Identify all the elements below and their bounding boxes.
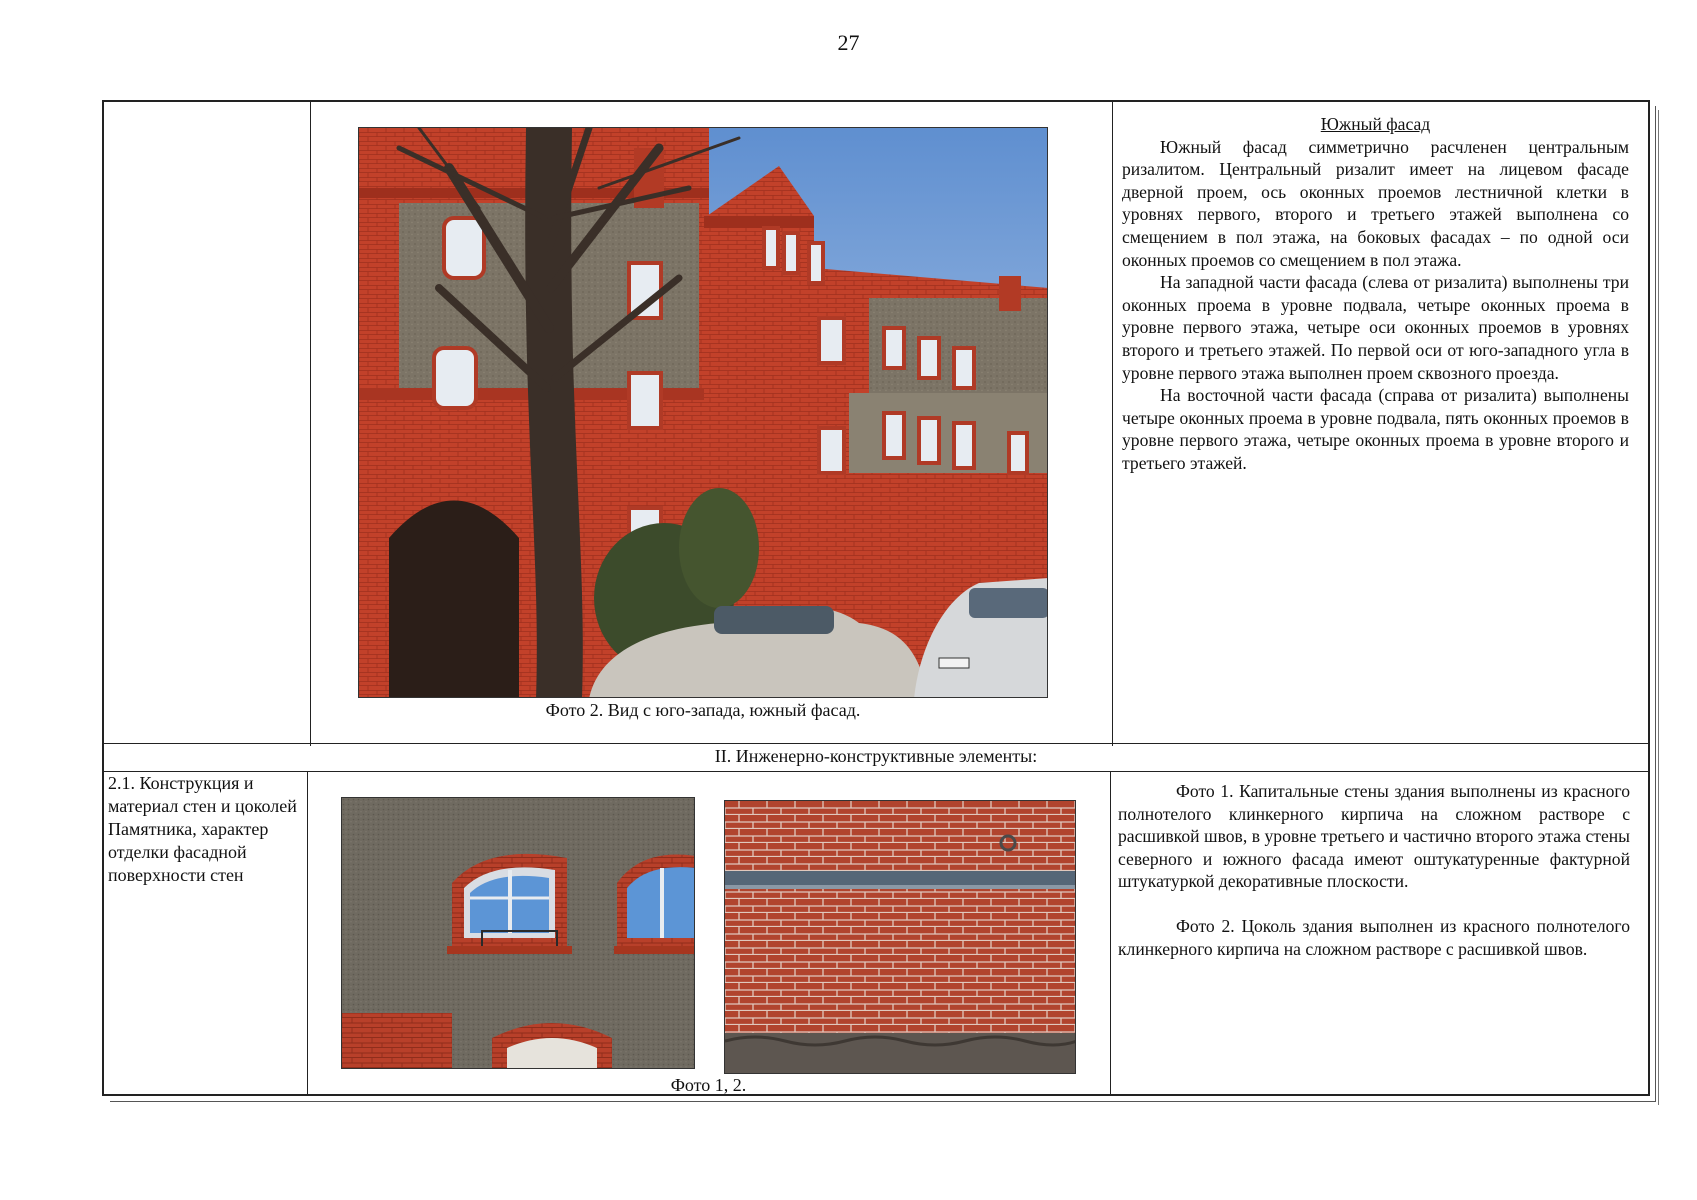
row2-photo-caption: Фото 1, 2. xyxy=(670,1075,747,1095)
plinth-photo-image xyxy=(725,801,1076,1074)
east-part-paragraph: На восточной части фасада (справа от ризалита) выполнены четыре оконных проема в уровне подвала, пять оконных проемов в уровне первого этажа, четыре оконных проема в уровне второго и третьего этажей. xyxy=(1122,385,1629,473)
row-divider-1 xyxy=(102,743,1650,744)
walls-description xyxy=(1118,780,1630,960)
south-facade-heading: Южный фасад xyxy=(1320,114,1431,134)
south-facade-photo-caption: Фото 2. Вид с юго-запада, южный фасад. xyxy=(545,700,861,720)
wall-photo xyxy=(341,797,695,1069)
spacer xyxy=(1118,893,1630,915)
row-label: 2.1. Конструкция и материал стен и цоколей Памятника, характер отделки фасадной поверхности стен xyxy=(108,773,297,885)
west-part-paragraph: На западной части фасада (слева от ризалита) выполнены три оконных проема в уровне подвала, четыре оконных проема в уровне первого этажа, четыре оси оконных проемов в уровнях второго и третьего этажей. По первой оси от юго-западного угла в уровне первого этажа выполнен проем сквозного проезда. xyxy=(1122,272,1629,383)
column-divider-1-top xyxy=(310,100,311,746)
column-divider-2-bottom xyxy=(1110,772,1111,1096)
walls-paragraph: Фото 1. Капитальные стены здания выполнены из красного полнотелого клинкерного кирпича на сложном растворе с расшивкой швов, в уровне третьего и частично второго этажа стены северного и южного фасада имеют оштукатуренные фактурной штукатуркой декоративные плоскости. xyxy=(1118,781,1630,892)
plinth-photo xyxy=(724,800,1076,1074)
section-title: II. Инженерно-конструктивные элементы: xyxy=(714,746,1038,766)
row-divider-2 xyxy=(102,771,1650,772)
south-facade-description xyxy=(1122,113,1629,475)
wall-photo-image xyxy=(342,798,695,1069)
column-divider-2-top xyxy=(1112,100,1113,746)
plinth-paragraph: Фото 2. Цоколь здания выполнен из красного полнотелого клинкерного кирпича на сложном растворе с расшивкой швов. xyxy=(1118,915,1630,959)
page-number: 27 xyxy=(837,30,860,55)
south-facade-paragraph: Южный фасад симметрично расчленен центральным ризалитом. Центральный ризалит имеет на лицевом фасаде дверной проем, ось оконных проемов лестничной клетки в уровнях первого, второго и третьего этажей выполнена со смещением в пол этажа, на боковых фасадах – по одной оси оконных проемов со смещением в пол этажа. xyxy=(1122,136,1629,270)
south-facade-photo-image xyxy=(359,128,1048,698)
south-facade-photo xyxy=(358,127,1048,698)
